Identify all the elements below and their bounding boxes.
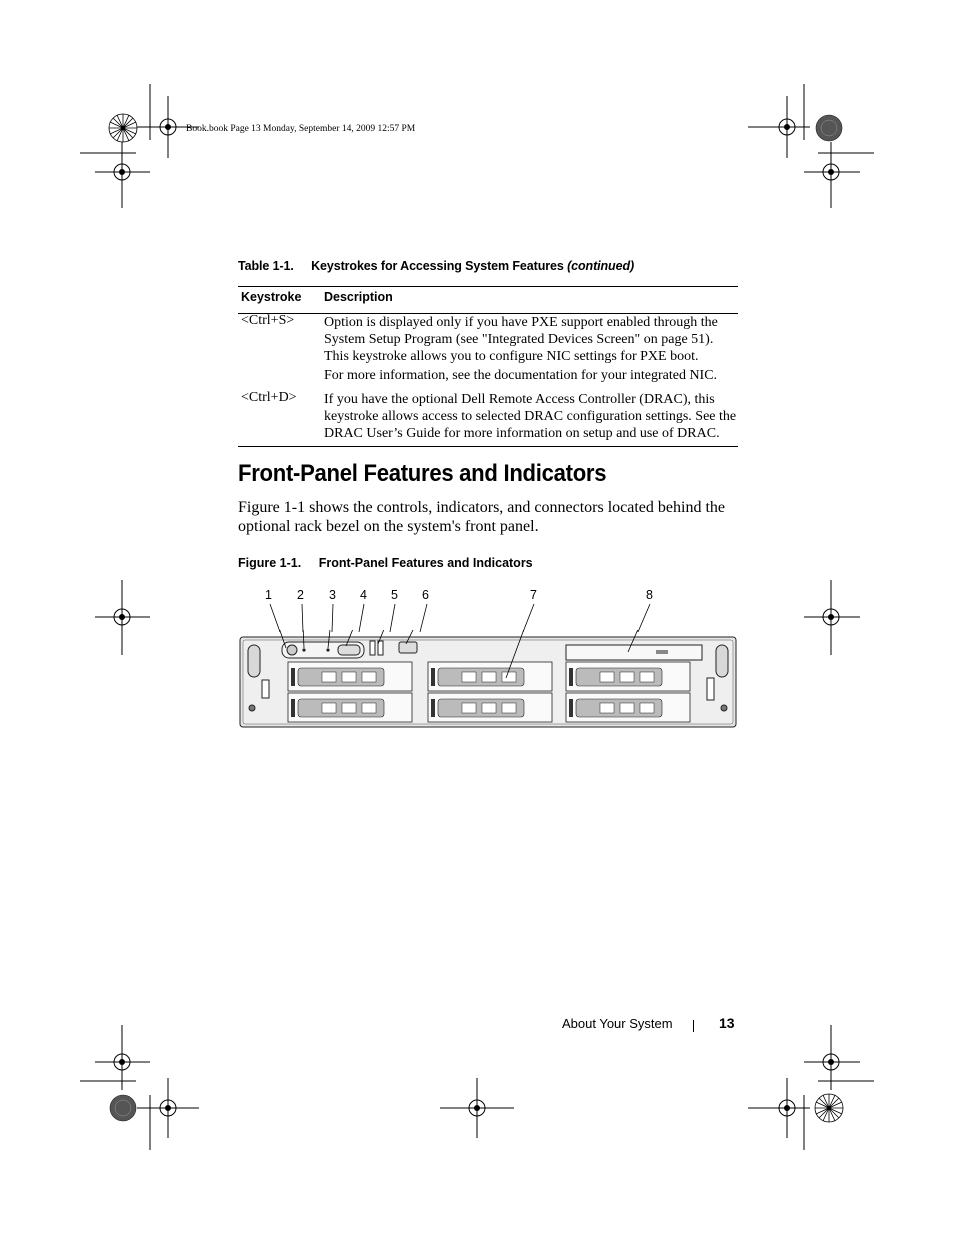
table-caption-continued: (continued) [567, 259, 635, 273]
footer-separator [693, 1020, 694, 1032]
table-row-2-description-para-1: If you have the optional Dell Remote Access Controller (DRAC), this keystroke allows access to selected DRAC configuration settings. See the DRAC User’s Guide for more information on setup and use of DRAC. [324, 392, 737, 442]
callout-3: 3 [329, 588, 336, 602]
callout-4: 4 [360, 588, 367, 602]
table-row-1-description-para-2: For more information, see the documentation for your integrated NIC. [324, 367, 718, 383]
figure-caption-label: Figure 1-1. [238, 556, 302, 570]
print-slug: Book.book Page 13 Monday, September 14, 2009 12:57 PM [186, 124, 416, 134]
table-caption [238, 259, 634, 273]
table-bottom-rule [238, 446, 738, 447]
table-row-1-keystroke: <Ctrl+S> [241, 313, 295, 328]
callout-5: 5 [391, 588, 398, 602]
section-heading: Front-Panel Features and Indicators [238, 460, 607, 487]
callout-leader-lines [238, 602, 738, 632]
table-caption-label: Table 1-1. [238, 259, 294, 273]
table-top-rule [238, 286, 738, 287]
server-front-panel-illustration [238, 630, 738, 730]
callout-6: 6 [422, 588, 429, 602]
callout-8: 8 [646, 588, 653, 602]
table-header-keystroke: Keystroke [241, 290, 302, 304]
table-row-2-description [324, 391, 740, 443]
table-header-description: Description [324, 290, 393, 304]
footer-section-title: About Your System [562, 1016, 673, 1031]
figure-caption-title: Front-Panel Features and Indicators [318, 556, 533, 570]
body-paragraph: Figure 1-1 shows the controls, indicators, and connectors located behind the optional rack bezel on the system's front panel. [238, 499, 725, 535]
callout-7: 7 [530, 588, 537, 602]
footer-page-number: 13 [719, 1015, 735, 1031]
table-row-1-description-para-1: Option is displayed only if you have PXE support enabled through the System Setup Program (see "Integrated Devices Screen" on page 51). This keystroke allows you to configure NIC settings for PXE boot. [324, 315, 718, 365]
table-caption-title: Keystrokes for Accessing System Features [311, 259, 564, 273]
callout-1: 1 [265, 588, 272, 602]
callout-2: 2 [297, 588, 304, 602]
table-row-1-description [324, 314, 740, 384]
figure-caption [238, 556, 533, 570]
table-row-2-keystroke: <Ctrl+D> [241, 390, 297, 405]
